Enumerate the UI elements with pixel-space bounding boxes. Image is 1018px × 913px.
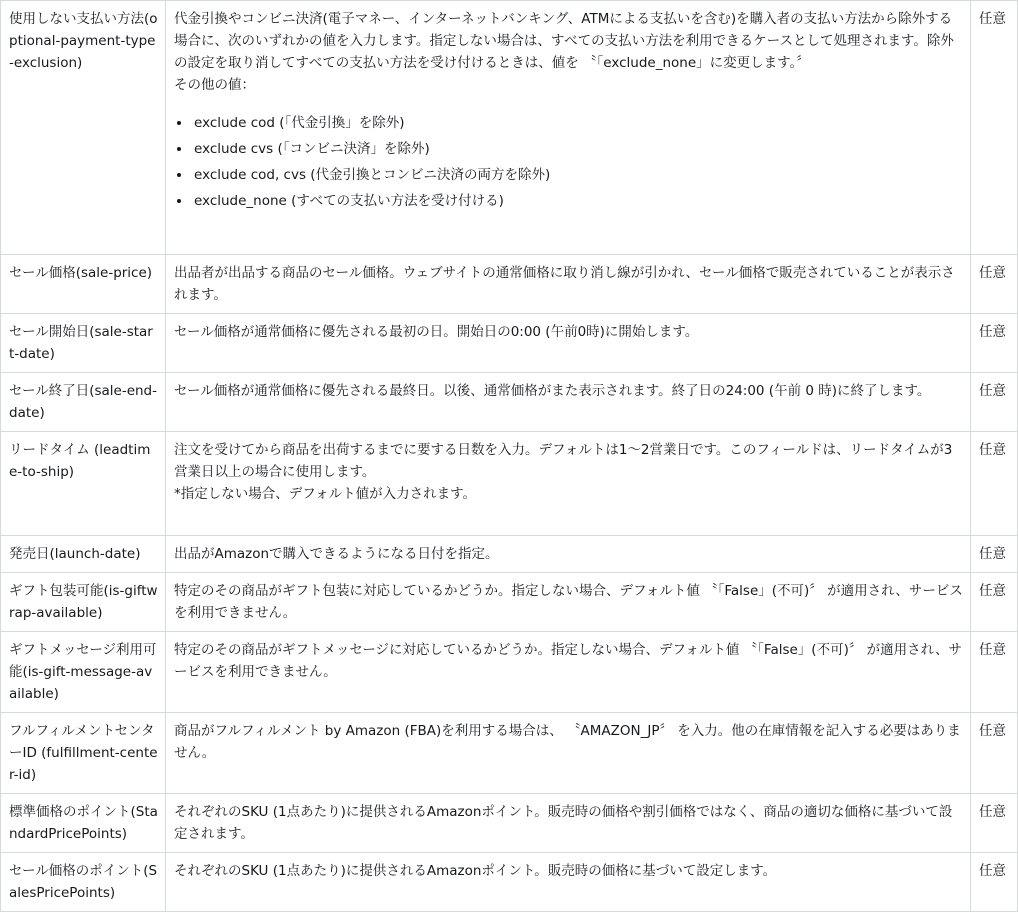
list-item: • exclude_none (すべての支払い方法を受け付ける) (192, 188, 963, 214)
requirement-cell: 任意 (971, 632, 1018, 713)
field-description-cell: 特定のその商品がギフトメッセージに対応しているかどうか。指定しない場合、デフォルト値 〝「False」(不可)〞 が適用され、サービスを利用できません。 (166, 632, 971, 713)
requirement-cell: 任意 (971, 255, 1018, 314)
field-description: 代金引換やコンビニ決済(電子マネー、インターネットバンキング、ATMによる支払いを含む)を購入者の支払い方法から除外する場合に、次のいずれかの値を入力します。指定しない場合は、すべての支払い方法を利用できるケースとして処理されます。除外の設定を取り消してすべての支払い方法を受け付けるときは、値を 〝「exclude_none」に変更します。〞 (174, 11, 954, 71)
field-note: その他の値： (174, 77, 255, 93)
requirement-cell: 任意 (971, 713, 1018, 794)
requirement-cell: 任意 (971, 373, 1018, 432)
requirement-cell: 任意 (971, 536, 1018, 573)
field-description: 注文を受けてから商品を出荷するまでに要する日数を入力。デフォルトは1～2営業日です。このフィールドは、リードタイムが3営業日以上の場合に使用します。 (174, 442, 953, 480)
field-description-cell (166, 432, 971, 536)
table-row (1, 536, 1018, 573)
field-name-cell: 発売日(launch-date) (1, 536, 166, 573)
requirement-cell: 任意 (971, 432, 1018, 536)
field-description-cell: 出品がAmazonで購入できるようになる日付を指定。 (166, 536, 971, 573)
field-description-cell: それぞれのSKU (1点あたり)に提供されるAmazonポイント。販売時の価格に基づいて設定します。 (166, 853, 971, 912)
field-description-cell: セール価格が通常価格に優先される最初の日。開始日の0:00 (午前0時)に開始します。 (166, 314, 971, 373)
field-name-cell: セール開始日(sale-start-date) (1, 314, 166, 373)
field-note: *指定しない場合、デフォルト値が入力されます。 (174, 486, 476, 502)
table-row (1, 373, 1018, 432)
field-description-cell: 商品がフルフィルメント by Amazon (FBA)を利用する場合は、 〝AMAZON_JP〞 を入力。他の在庫情報を記入する必要はありません。 (166, 713, 971, 794)
field-description-cell (166, 1, 971, 255)
table-row (1, 1, 1018, 255)
requirement-cell: 任意 (971, 573, 1018, 632)
field-name-cell: リードタイム (leadtime-to-ship) (1, 432, 166, 536)
field-name-cell: セール終了日(sale-end-date) (1, 373, 166, 432)
table-row (1, 713, 1018, 794)
field-name-cell: フルフィルメントセンターID (fulfillment-center-id) (1, 713, 166, 794)
field-description-cell: セール価格が通常価格に優先される最終日。以後、通常価格がまた表示されます。終了日の24:00 (午前 0 時)に終了します。 (166, 373, 971, 432)
requirement-cell: 任意 (971, 794, 1018, 853)
field-description-cell: それぞれのSKU (1点あたり)に提供されるAmazonポイント。販売時の価格や割引価格ではなく、商品の適切な価格に基づいて設定されます。 (166, 794, 971, 853)
table-row (1, 573, 1018, 632)
field-name-cell: ギフトメッセージ利用可能(is-gift-message-available) (1, 632, 166, 713)
option-list (174, 110, 963, 214)
requirement-cell: 任意 (971, 1, 1018, 255)
table-row (1, 255, 1018, 314)
field-name-cell: ギフト包装可能(is-giftwrap-available) (1, 573, 166, 632)
list-item: • exclude cod, cvs (代金引換とコンビニ決済の両方を除外) (192, 162, 963, 188)
field-description-cell: 出品者が出品する商品のセール価格。ウェブサイトの通常価格に取り消し線が引かれ、セール価格で販売されていることが表示されます。 (166, 255, 971, 314)
field-name-cell: 標準価格のポイント(StandardPricePoints) (1, 794, 166, 853)
list-item: • exclude cvs (「コンビニ決済」を除外) (192, 136, 963, 162)
field-name-cell: セール価格のポイント(SalesPricePoints) (1, 853, 166, 912)
field-name-cell: 使用しない支払い方法(optional-payment-type-exclusion) (1, 1, 166, 255)
table-row (1, 853, 1018, 912)
list-item: • exclude cod (「代金引換」を除外) (192, 110, 963, 136)
table-row (1, 314, 1018, 373)
table-row (1, 794, 1018, 853)
requirement-cell: 任意 (971, 853, 1018, 912)
requirement-cell: 任意 (971, 314, 1018, 373)
table-row (1, 432, 1018, 536)
table-row (1, 632, 1018, 713)
field-description-cell: 特定のその商品がギフト包装に対応しているかどうか。指定しない場合、デフォルト値 〝「False」(不可)〞 が適用され、サービスを利用できません。 (166, 573, 971, 632)
field-name-cell: セール価格(sale-price) (1, 255, 166, 314)
